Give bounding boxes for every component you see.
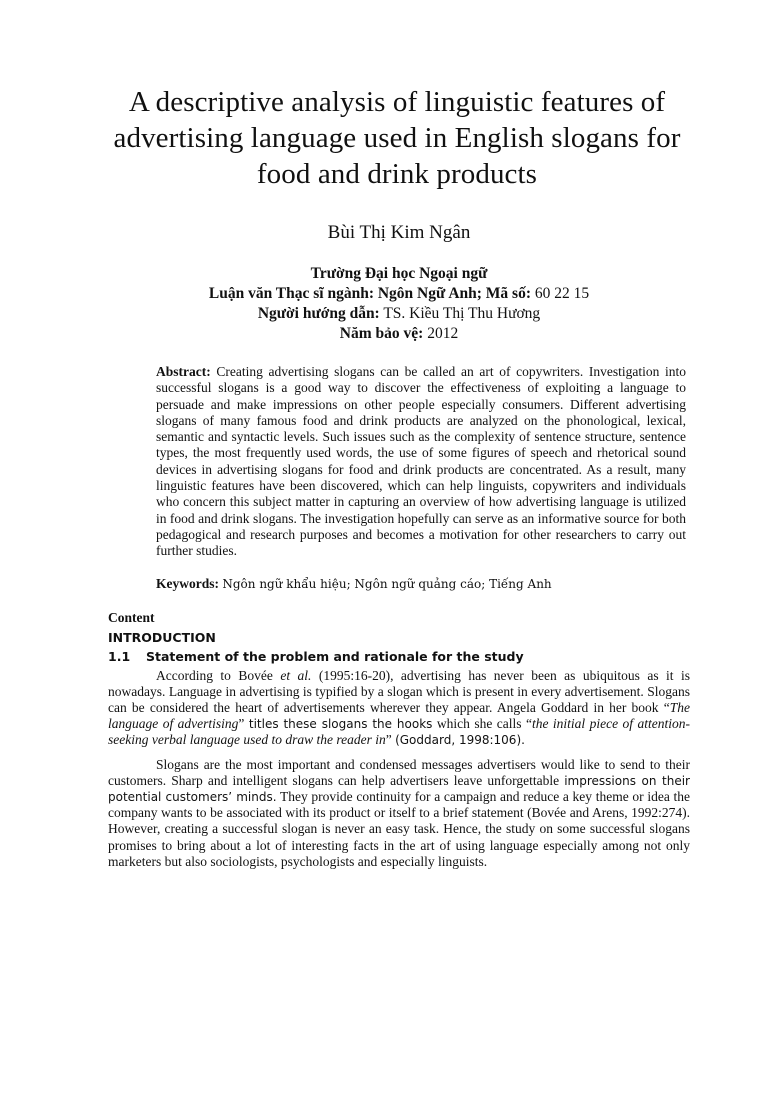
abstract-text: Creating advertising slogans can be called an art of copywriters. Investigation into successful slogans is a good way to discover the effectiveness of exploiting a language to persuade and make impressions on other people especially consumers. Different advertising slogans of many famous food and drink products are analyzed on the phonological, lexical, semantic and syntactic levels. Such issues such as the complexity of sentence structure, sentence types, the most frequently used words, the use of some figures of speech and rhetorical sound devices in advertising slogans for food and drink products are concentrated. As a result, many linguistic features have been discovered, which can help linguists, copywriters and individuals who concern this subject matter in capturing an overview of how advertising language is utilized in food and drink slogans. The investigation hopefully can serve as an informative source for both pedagogical and research purposes and becomes a motivation for other researchers to carry out further studies. <box>156 364 687 559</box>
para1-etal: et al. <box>280 667 312 683</box>
para2-text-b: impressions on their potential customers’ minds. <box>108 773 690 804</box>
para1-text-e: which she calls “ <box>432 716 532 732</box>
affiliation-block <box>108 264 690 344</box>
year-label: Năm bảo vệ: <box>339 325 424 342</box>
supervisor-value: TS. Kiều Thị Thu Hương <box>383 305 541 322</box>
para1-citation: (Goddard, 1998:106). <box>395 733 525 748</box>
para1-text-c: ” <box>238 716 249 732</box>
para1-text-d: titles these slogans the hooks <box>248 717 433 732</box>
introduction-heading: INTRODUCTION <box>108 629 216 645</box>
document-page <box>0 84 768 1108</box>
para2-text-c: They provide continuity for a campaign and reduce a key theme or idea the company wants to be associated with its product or itself to a brief statement (Bovée and Arens, 1992:274). However, creating a successful slogan is never an easy task. Hence, the study on some successful slogans promises to bring about a lot of interesting facts in the art of using language especially among not only marketers but also sociologists, psychologists and especially linguists. <box>108 788 690 869</box>
paragraph-1 <box>108 668 690 749</box>
year-line <box>108 324 690 344</box>
thesis-label: Luận văn Thạc sĩ ngành: <box>208 285 374 302</box>
university-line <box>108 264 690 284</box>
content-heading: Content <box>108 609 155 625</box>
para2-text-a: Slogans are the most important and condensed messages advertisers would like to send to their customers. Sharp and intelligent slogans can help advertisers leave unforgettable <box>108 756 690 788</box>
university-name: Trường Đại học Ngoại ngữ <box>310 265 488 282</box>
abstract <box>156 364 686 560</box>
section-title: Statement of the problem and rationale for the study <box>146 648 524 664</box>
abstract-label: Abstract: <box>156 364 211 379</box>
keywords-label: Keywords: <box>156 575 219 591</box>
keywords-value: Ngôn ngữ khẩu hiệu; Ngôn ngữ quảng cáo; Tiếng Anh <box>222 576 552 591</box>
paper-title: A descriptive analysis of linguistic features of advertising language used in English slogans for food and drink products <box>113 86 681 190</box>
code-value: 60 22 15 <box>534 285 590 302</box>
para1-text-a: According to Bovée <box>156 667 281 683</box>
section-number: 1.1 <box>108 648 131 664</box>
para1-text-b: (1995:16-20), advertising has never been as ubiquitous as it is nowadays. Language in advertising is typified by a slogan which is present in every advertisement. Slogans can be considered the heart of advertisements wherever they appear. Angela Goddard in her book “ <box>108 667 690 715</box>
section-heading <box>108 649 690 664</box>
supervisor-line <box>108 304 690 324</box>
para1-quote: the initial piece of attention-seeking verbal language used to draw the reader in <box>108 716 690 748</box>
year-value: 2012 <box>427 325 459 342</box>
paragraph-2 <box>108 757 690 870</box>
code-label: Mã số: <box>485 285 531 302</box>
thesis-line <box>108 284 690 304</box>
thesis-value: Ngôn Ngữ Anh; <box>377 285 482 302</box>
keywords <box>156 576 690 592</box>
para1-text-f: ” <box>385 732 396 748</box>
supervisor-label: Người hướng dẫn: <box>257 305 380 322</box>
author-name: Bùi Thị Kim Ngân <box>327 222 471 243</box>
para1-book-title: The language of advertising <box>108 699 690 732</box>
